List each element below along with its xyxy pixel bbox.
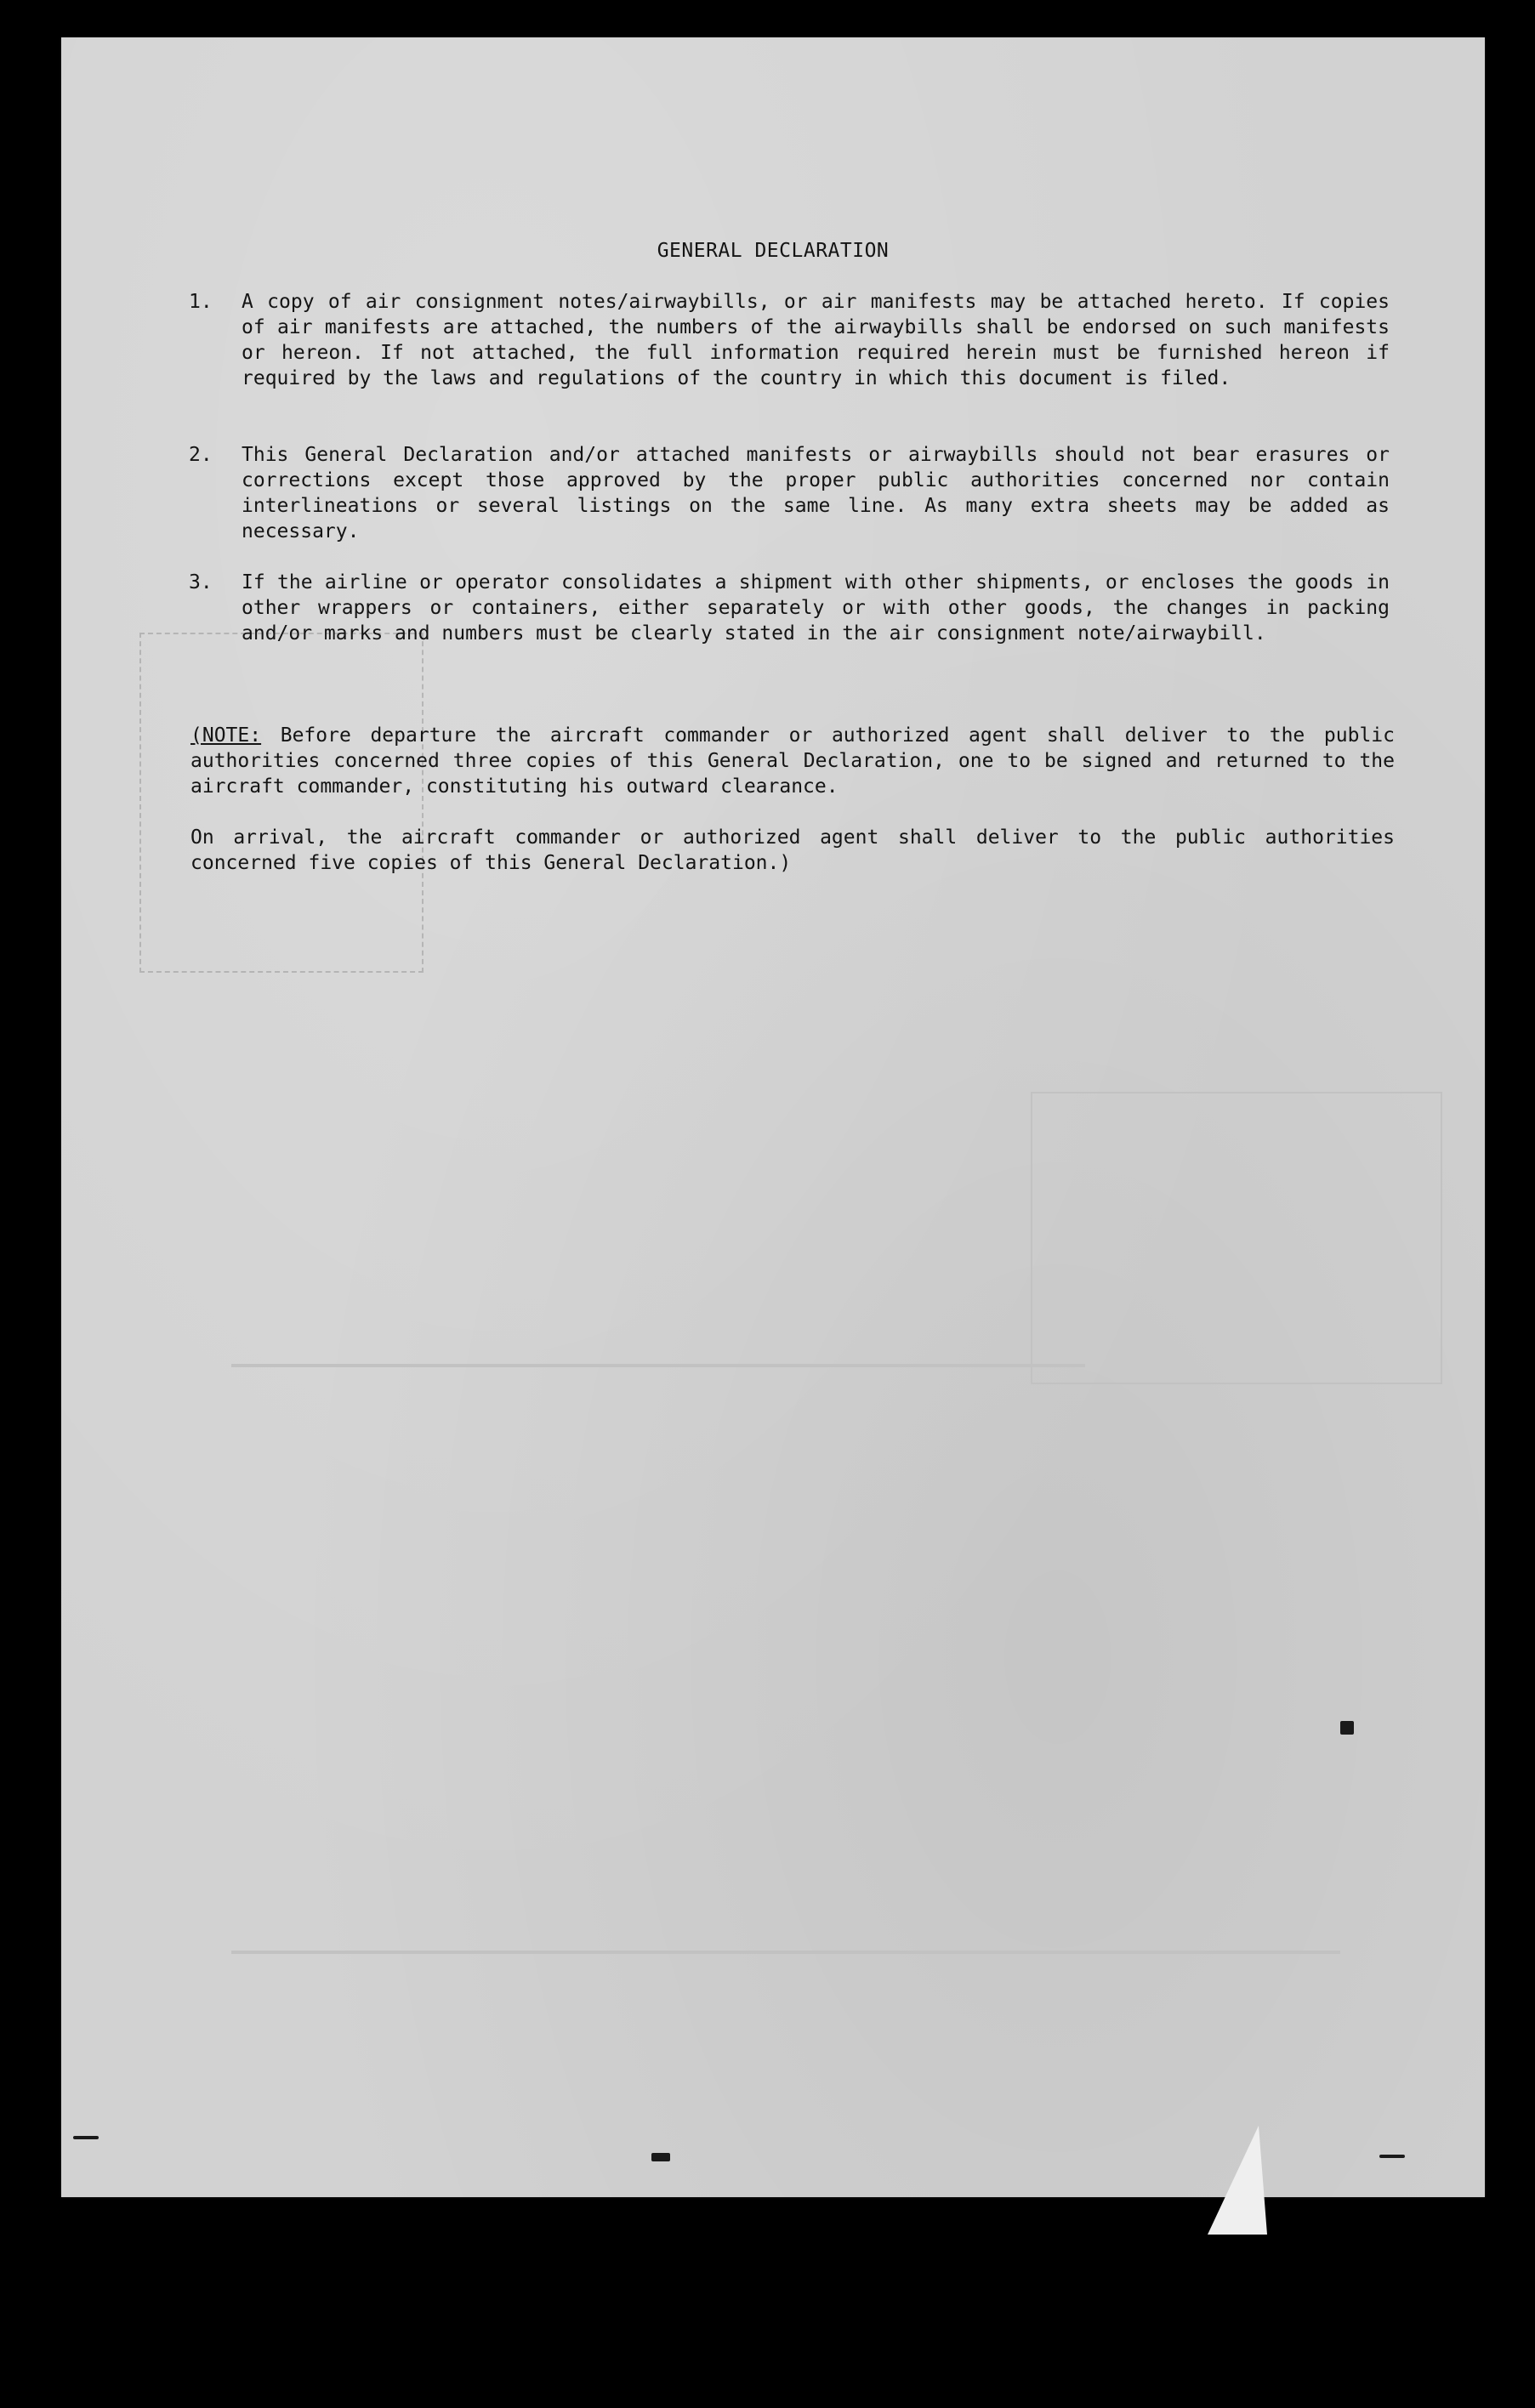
item-number: 3. [189, 571, 213, 593]
document-title: GENERAL DECLARATION [657, 240, 890, 262]
ink-speck [651, 2153, 670, 2161]
torn-corner [1208, 2126, 1267, 2235]
ink-speck [1340, 1721, 1354, 1735]
paper-sheet [61, 37, 1485, 2197]
note-text: Before departure the aircraft commander or authorized agent shall deliver to the public authorities concerned three copies of this General Declaration, one to be signed and returned to the aircraft commander, constituting his outward clearance. [190, 724, 1395, 798]
item-text: A copy of air consignment notes/airwaybills, or air manifests may be attached hereto. If copies of air manifests are attached, the numbers of the airwaybills shall be endorsed on such manifests or hereon. If not attached, the full information required herein must be furnished hereon if required by the laws and regulations of the country in which this document is filed. [242, 291, 1390, 389]
item-number: 2. [189, 444, 213, 466]
ink-speck [1379, 2155, 1405, 2158]
note-paragraph [190, 723, 1395, 799]
general-declaration-document [61, 37, 1485, 2197]
item-number: 1. [189, 291, 213, 313]
arrival-paragraph: On arrival, the aircraft commander or authorized agent shall deliver to the public authorities concerned five copies of this General Declaration.) [190, 826, 1395, 874]
note-label: (NOTE: [190, 724, 262, 747]
item-text: If the airline or operator consolidates a shipment with other shipments, or encloses the goods in other wrappers or containers, either separately or with other goods, the changes in packing and/or marks and numbers must be clearly stated in the air consignment note/airwaybill. [242, 571, 1390, 645]
item-text: This General Declaration and/or attached manifests or airwaybills should not bear erasures or corrections except those approved by the proper public authorities concerned nor contain interlineations or several listings on the same line. As many extra sheets may be added as necessary. [242, 444, 1390, 542]
ink-speck [73, 2136, 99, 2139]
